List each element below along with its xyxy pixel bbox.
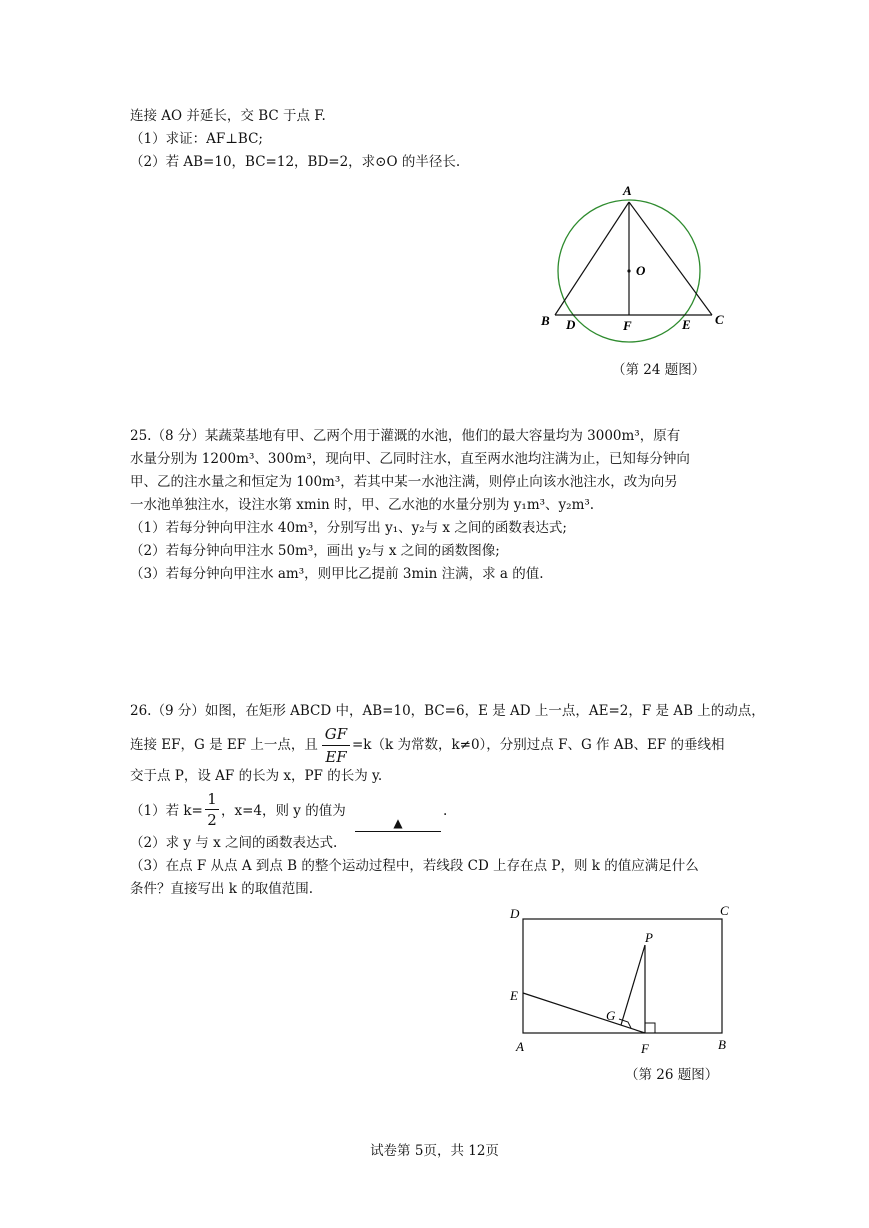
fraction-numerator: GF — [324, 725, 348, 743]
label-a: A — [623, 183, 632, 198]
label-e: E — [510, 988, 518, 1003]
q26-line-3: 交于点 P，设 AF 的长为 x，PF 的长为 y. — [130, 768, 383, 784]
q26-part-2: （2）求 y 与 x 之间的函数表达式. — [130, 835, 338, 851]
q24-part-2: （2）若 AB=10，BC=12，BD=2，求⊙O 的半径长. — [130, 154, 461, 170]
q26-part-1-end: . — [443, 803, 448, 819]
label-b: B — [718, 1037, 726, 1052]
q25-part-3: （3）若每分钟向甲注水 am³，则甲比乙提前 3min 注满，求 a 的值. — [130, 566, 544, 582]
q25-line-3: 甲、乙的注水量之和恒定为 100m³，若其中某一水池注满，则停止向该水池注水，改为向另 — [130, 474, 678, 490]
label-b: B — [541, 313, 550, 328]
label-f: F — [641, 1041, 649, 1056]
answer-blank: ▲ — [355, 815, 441, 832]
q25-line-1: 25.（8 分）某蔬菜基地有甲、乙两个用于灌溉的水池，他们的最大容量均为 3000m³，原有 — [130, 428, 681, 444]
right-angle-mark-f — [645, 1023, 655, 1033]
label-e: E — [682, 317, 691, 332]
q26-line-2-post: =k（k 为常数，k≠0），分别过点 F、G 作 AB、EF 的垂线相 — [352, 737, 725, 753]
label-d: D — [566, 317, 576, 332]
segment-ef — [523, 993, 645, 1033]
q24-part-1: （1）求证：AF⊥BC; — [130, 131, 263, 147]
segment-ab — [555, 202, 629, 315]
q26-line-1: 26.（9 分）如图，在矩形 ABCD 中，AB=10，BC=6，E 是 AD 上一点，AE=2，F 是 AB 上的动点， — [130, 703, 765, 719]
q25-part-2: （2）若每分钟向甲注水 50m³，画出 y₂与 x 之间的函数图像; — [130, 543, 500, 559]
label-a: A — [516, 1039, 524, 1054]
q26-line-2-pre: 连接 EF，G 是 EF 上一点，且 — [130, 737, 318, 753]
label-c: C — [720, 903, 729, 918]
caption-24: （第 24 题图） — [612, 362, 706, 378]
segment-pg — [621, 945, 645, 1025]
fraction-gf-ef — [322, 724, 350, 767]
q24-line-1: 连接 AO 并延长，交 BC 于点 F. — [130, 108, 326, 124]
half-denominator: 2 — [207, 811, 217, 829]
q25-part-1: （1）若每分钟向甲注水 40m³，分别写出 y₁、y₂与 x 之间的函数表达式; — [130, 520, 567, 536]
label-g: G — [606, 1008, 616, 1023]
q26-part-1-post: ，x=4，则 y 的值为 — [221, 803, 346, 819]
q25-line-4: 一水池单独注水，设注水第 xmin 时，甲、乙水池的水量分别为 y₁m³、y₂m³. — [130, 497, 595, 513]
label-d: D — [510, 906, 520, 921]
label-o: O — [636, 263, 646, 278]
label-c: C — [715, 312, 724, 327]
caption-26: （第 26 题图） — [625, 1067, 719, 1083]
q25-line-2: 水量分别为 1200m³、300m³，现向甲、乙同时注水，直至两水池均注满为止，已知每分钟向 — [130, 451, 690, 467]
fraction-one-half — [205, 790, 219, 829]
label-f: F — [623, 318, 632, 333]
center-point — [627, 269, 630, 272]
fraction-denominator: EF — [325, 748, 347, 766]
page-footer: 试卷第 5页，共 12页 — [370, 1143, 499, 1159]
label-p: P — [645, 930, 653, 945]
half-numerator: 1 — [207, 790, 217, 808]
rectangle-abcd — [523, 919, 722, 1033]
q26-part-3-b: 条件？直接写出 k 的取值范围. — [130, 881, 314, 897]
figure-26 — [505, 900, 745, 1060]
q26-part-1-pre: （1）若 k= — [130, 803, 203, 819]
figure-24 — [530, 180, 750, 350]
q26-part-3-a: （3）在点 F 从点 A 到点 B 的整个运动过程中，若线段 CD 上存在点 P，则 k 的值应满足什么 — [130, 858, 699, 874]
